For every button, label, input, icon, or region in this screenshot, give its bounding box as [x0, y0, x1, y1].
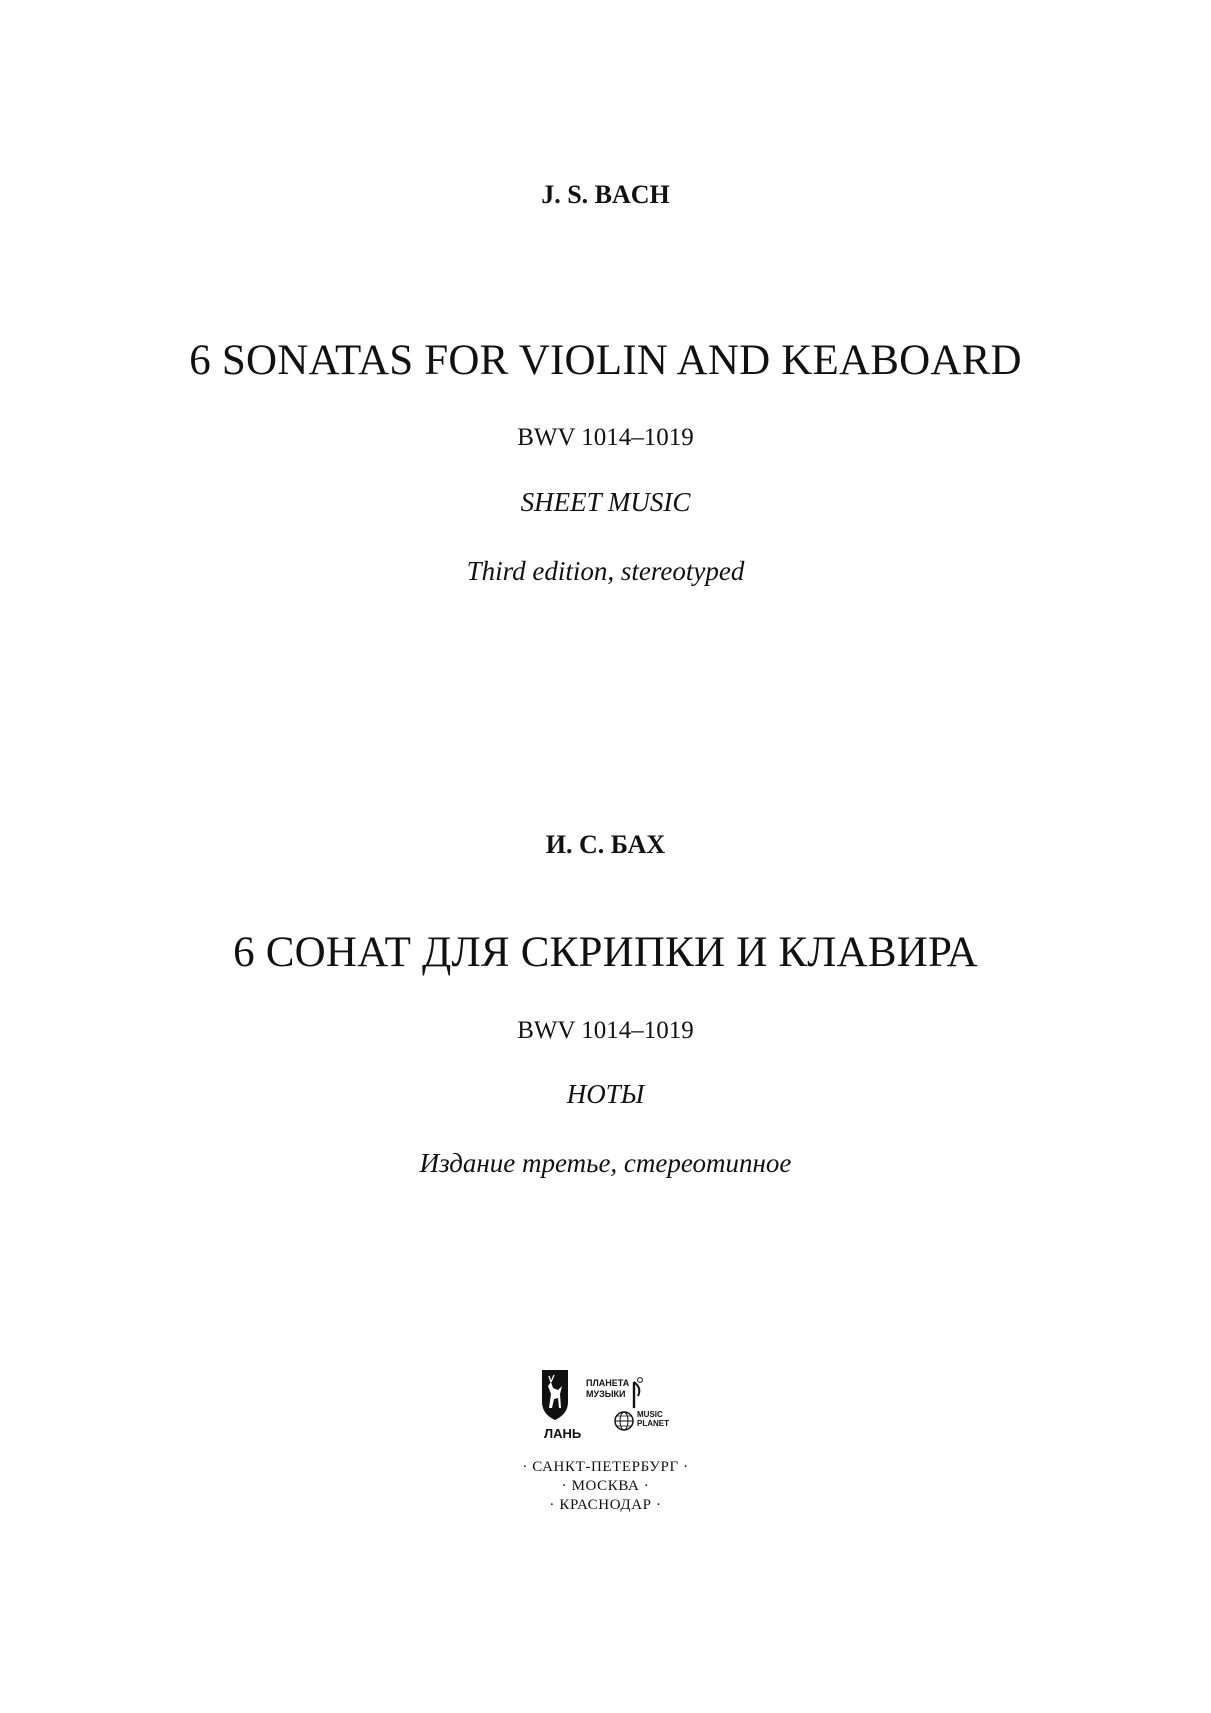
- logo-planet-line2: МУЗЫКИ: [586, 1389, 626, 1399]
- logo-planet-line1: ПЛАНЕТА: [586, 1378, 630, 1388]
- english-genre: SHEET MUSIC: [520, 487, 691, 517]
- english-edition: Third edition, stereotyped: [466, 556, 745, 586]
- logo-lan-text: ЛАНЬ: [544, 1426, 582, 1441]
- globe-icon: [615, 1412, 633, 1430]
- english-author: J. S. BACH: [541, 180, 670, 209]
- english-title: 6 SONATAS FOR VIOLIN AND KEABOARD: [189, 337, 1022, 384]
- russian-title: 6 СОНАТ ДЛЯ СКРИПКИ И КЛАВИРА: [233, 929, 978, 976]
- russian-edition: Издание третье, стереотипное: [419, 1148, 792, 1178]
- logo-music-line2: PLANET: [637, 1419, 669, 1428]
- logo-music-line1: MUSIC: [637, 1410, 663, 1419]
- russian-author: И. С. БАХ: [545, 830, 666, 859]
- lan-shield-icon: [542, 1370, 568, 1420]
- music-note-icon: [634, 1378, 642, 1408]
- russian-genre: НОТЫ: [566, 1079, 645, 1109]
- russian-catalog-number: BWV 1014–1019: [517, 1017, 694, 1044]
- publisher-city-moscow: · МОСКВА ·: [561, 1478, 650, 1494]
- publisher-logo: [540, 1368, 680, 1452]
- publisher-city-krasnodar: · КРАСНОДАР ·: [549, 1497, 662, 1513]
- publisher-city-saint-petersburg: · САНКТ-ПЕТЕРБУРГ ·: [522, 1459, 689, 1475]
- english-catalog-number: BWV 1014–1019: [517, 424, 694, 451]
